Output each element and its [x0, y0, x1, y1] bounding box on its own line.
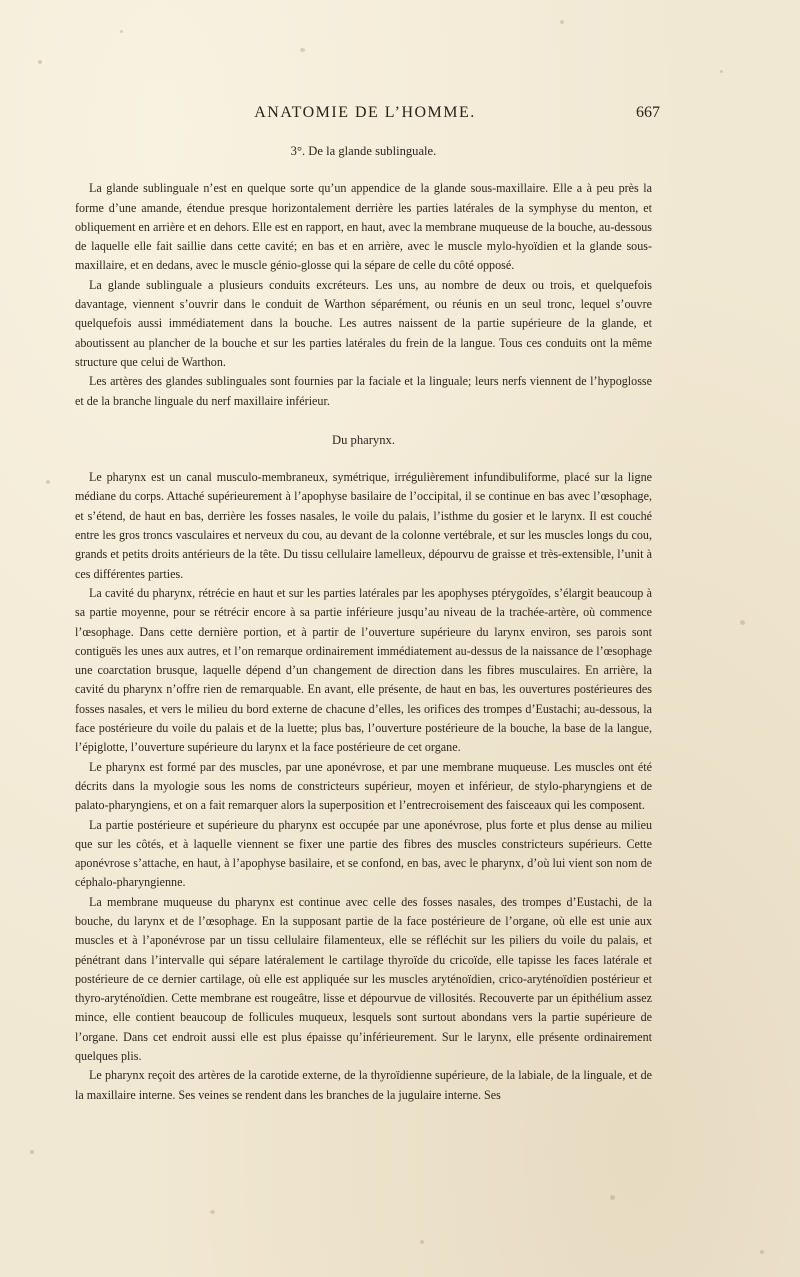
paragraph: La cavité du pharynx, rétrécie en haut et sur les parties latérales par les apophyses ptérygoïdes, s’élargit beaucoup à sa partie moyenne, pour se rétrécir encore à sa partie inférieure jusqu’au niveau de la trachée-artère, où commence l’œsophage. Dans cette dernière portion, et à partir de l’ouverture supérieure du larynx environ, ses parois sont contiguës les unes aux autres, et l’on remarque ordinairement immédiatement au-dessus de la naissance de l’œsophage une coarctation brusque, laquelle dépend d’un changement de direction dans les fibres musculaires. En arrière, la cavité du pharynx n’offre rien de remarquable. En avant, elle présente, de haut en bas, les ouvertures postérieures des fosses nasales, et vers le milieu du bord externe de chacune d’elles, les orifices des trompes d’Eustachi; au-dessous, la face postérieure du voile du palais et de la luette; plus bas, l’ouverture postérieure de la bouche, la base de la langue, l’épiglotte, l’ouverture supérieure du larynx et la face postérieure de cet organe. — [75, 585, 652, 755]
body-text — [75, 142, 652, 1105]
foxing-spot — [210, 1210, 215, 1214]
foxing-spot — [740, 620, 745, 625]
foxing-spot — [560, 20, 564, 24]
paragraph: La glande sublinguale a plusieurs conduits excréteurs. Les uns, au nombre de deux ou trois, et quelquefois davantage, viennent s’ouvrir dans le conduit de Warthon séparément, ou réunis en un seul tronc, lequel s’ouvre quelquefois aussi immédiatement dans la bouche. Les autres naissent de la partie supérieure de la glande, et aboutissent au plancher de la bouche et sur les parties latérales du frein de la langue. Tous ces conduits ont la même structure que celui de Warthon. — [75, 277, 652, 369]
section-heading-sublingual: 3°. De la glande sublinguale. — [290, 144, 437, 158]
foxing-spot — [760, 1250, 764, 1254]
foxing-spot — [720, 70, 723, 73]
foxing-spot — [46, 480, 50, 484]
section-heading-pharynx: Du pharynx. — [332, 432, 395, 447]
page-number: 667 — [636, 104, 660, 121]
running-head — [0, 104, 800, 126]
foxing-spot — [420, 1240, 424, 1244]
foxing-spot — [610, 1195, 615, 1200]
foxing-spot — [30, 1150, 34, 1154]
paragraph: Les artères des glandes sublinguales sont fournies par la faciale et la linguale; leurs nerfs viennent de l’hypoglosse et de la branche linguale du nerf maxillaire inférieur. — [75, 374, 652, 408]
paragraph: Le pharynx est formé par des muscles, par une aponévrose, et par une membrane muqueuse. Les muscles ont été décrits dans la myologie sous les noms de constricteurs supérieur, moyen et inférieur, de stylo-pharyngiens et de palato-pharyngiens, et on a fait remarquer alors la superposition et l’entrecroisement des faisceaux qui les composent. — [75, 759, 652, 813]
paragraph: Le pharynx reçoit des artères de la carotide externe, de la thyroïdienne supérieure, de la labiale, de la linguale, et de la maxillaire interne. Ses veines se rendent dans les branches de la jugulaire interne. Ses — [75, 1068, 652, 1102]
paragraph: La partie postérieure et supérieure du pharynx est occupée par une aponévrose, plus forte et plus dense au milieu que sur les côtés, et à laquelle viennent se fixer une partie des fibres des muscles constricteurs supérieurs. Cette aponévrose s’attache, en haut, à l’apophyse basilaire, et se confond, en bas, avec le pharynx, d’où lui vient son nom de céphalo-pharyngienne. — [75, 817, 652, 890]
foxing-spot — [120, 30, 123, 33]
paragraph: Le pharynx est un canal musculo-membraneux, symétrique, irrégulièrement infundibuliforme, placé sur la ligne médiane du corps. Attaché supérieurement à l’apophyse basilaire de l’occipital, il se continue en bas avec l’œsophage, et s’étend, de haut en bas, derrière les fosses nasales, le voile du palais, l’isthme du gosier et le larynx. Il est couché entre les gros troncs vasculaires et nerveux du cou, au devant de la colonne vertébrale, et sur les muscles longs du cou, grands et petits droits antérieurs de la tête. Du tissu cellulaire lamelleux, dépourvu de graisse et très-extensible, l’unit à ces différentes parties. — [75, 470, 652, 581]
paragraph: La membrane muqueuse du pharynx est continue avec celle des fosses nasales, des trompes d’Eustachi, de la bouche, du larynx et de l’œsophage. En la supposant partie de la face postérieure de l’organe, où elle est unie aux muscles et à l’aponévrose par un tissu cellulaire filamenteux, elle se réfléchit sur les piliers du voile du palais, et pénétrant dans l’intervalle qui sépare latéralement le cartilage thyroïde du cricoïde, elle tapisse les faces latérale et postérieure de ce dernier cartilage, où elle est appliquée sur les muscles aryténoïdien, crico-aryténoïdien postérieur et thyro-aryténoïdien. Cette membrane est rougeâtre, lisse et dépourvue de villosités. Recouverte par un épithélium assez mince, elle contient beaucoup de follicules muqueux, lesquels sont surtout abondans vers la partie supérieure de l’organe. Dans cet endroit aussi elle est plus épaisse qu’inférieurement. Sur le larynx, elle présente ordinairement quelques plis. — [75, 894, 652, 1064]
foxing-spot — [300, 48, 305, 52]
running-title: ANATOMIE DE L’HOMME. — [254, 104, 476, 121]
foxing-spot — [38, 60, 42, 64]
paragraph: La glande sublinguale n’est en quelque sorte qu’un appendice de la glande sous-maxillaire. Elle a à peu près la forme d’une amande, étendue presque horizontalement derrière les parties latérales de la symphyse du menton, et obliquement en arrière et en dehors. Elle est en rapport, en haut, avec la membrane muqueuse de la bouche, au-dessous de laquelle elle fait saillie dans cette cavité; en bas et en arrière, avec le muscle mylo-hyoïdien et la glande sous-maxillaire, et en dedans, avec le muscle génio-glosse qui la sépare de celle du côté opposé. — [75, 181, 652, 273]
